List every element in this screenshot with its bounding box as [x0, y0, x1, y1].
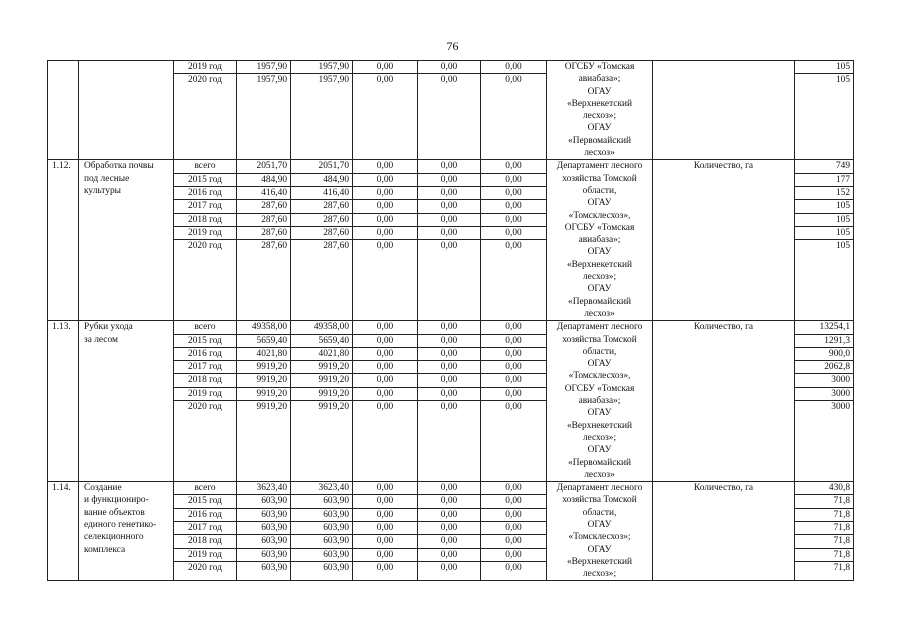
year-value: 2017 год: [174, 200, 236, 213]
executor-line: «Томсклесхоз»,: [568, 210, 631, 221]
b-value: 0,00: [353, 522, 417, 535]
b-value: 0,00: [353, 160, 417, 173]
indicator-value: 71,8: [795, 509, 853, 522]
year-value: 2017 год: [174, 522, 236, 535]
c-value: 0,00: [418, 61, 480, 74]
d-value: 0,00: [481, 361, 546, 374]
c-value: 0,00: [440, 75, 458, 86]
d-value: 0,00: [481, 321, 546, 334]
executor-line: лесхоз»;: [582, 569, 617, 580]
a-value: 49358,00: [291, 321, 352, 334]
executor-line: авиабаза»;: [578, 235, 621, 246]
extrabudget-cell: [481, 321, 547, 482]
indicator-value: 105: [795, 200, 853, 213]
indicator-value-cell: [795, 482, 854, 581]
a-value: 484,90: [291, 174, 352, 187]
b-value: 0,00: [353, 214, 417, 227]
c-value: 0,00: [418, 160, 480, 173]
a-value: 603,90: [291, 509, 352, 522]
total-value: 5659,40: [237, 335, 290, 348]
a-value: 603,90: [291, 549, 352, 562]
total-value: 603,90: [237, 522, 290, 535]
program-table: [47, 60, 854, 581]
executor-line: ОГАУ: [587, 86, 612, 97]
table-row: [48, 321, 854, 482]
measure-name-line: культуры: [84, 185, 121, 196]
indicator-cell: Количество, га: [653, 160, 795, 321]
a-value: 9919,20: [318, 402, 349, 413]
a-value: 287,60: [291, 214, 352, 227]
c-value: 0,00: [418, 187, 480, 200]
a-value: 9919,20: [291, 388, 352, 401]
indicator-cell: Количество, га: [653, 321, 795, 482]
executor-line: ОГАУ: [587, 544, 612, 555]
measure-name-line: единого генетико-: [84, 519, 157, 530]
year-value: 2020 год: [188, 402, 222, 413]
year-value: 2020 год: [188, 75, 222, 86]
local-budget-cell: [418, 321, 481, 482]
executor-line: ОГАУ: [587, 408, 612, 419]
indicator-value: 430,8: [795, 482, 853, 495]
executor-line: «Первомайский: [568, 296, 631, 307]
total-value: 287,60: [237, 200, 290, 213]
indicator-value: 3000: [795, 388, 853, 401]
c-value: 0,00: [418, 535, 480, 548]
year-value: 2016 год: [174, 509, 236, 522]
year-cell: [174, 160, 237, 321]
indicator-value: 3000: [831, 402, 850, 413]
executor-line: Департамент лесного: [556, 161, 643, 172]
indicator-value-cell: [795, 160, 854, 321]
a-value: 603,90: [291, 495, 352, 508]
measure-number: 1.13.: [48, 321, 79, 482]
measure-name-line: Обработка почвы: [84, 161, 154, 172]
measure-name: [79, 482, 174, 581]
total-value: 603,90: [237, 549, 290, 562]
executor-line: «Первомайский: [568, 135, 631, 146]
total-value: 1957,90: [237, 61, 290, 74]
measure-name: [79, 321, 174, 482]
executor-line: Департамент лесного: [556, 483, 643, 494]
indicator-value-cell: [795, 61, 854, 160]
total-value: 603,90: [261, 562, 287, 573]
total-value: 1957,90: [256, 75, 287, 86]
a-value: 5659,40: [291, 335, 352, 348]
c-value: 0,00: [418, 509, 480, 522]
executor-line: «Верхнекетский: [566, 98, 633, 109]
federal-budget-cell: [353, 482, 418, 581]
executor-line: области,: [582, 346, 617, 357]
executor-line: лесхоз»: [584, 469, 615, 480]
d-value: 0,00: [481, 348, 546, 361]
executor-line: области,: [582, 507, 617, 518]
a-value: 603,90: [291, 522, 352, 535]
executor-line: авиабаза»;: [578, 74, 621, 85]
d-value: 0,00: [481, 495, 546, 508]
regional-budget-cell: [291, 61, 353, 160]
b-value: 0,00: [353, 361, 417, 374]
indicator-value: 2062,8: [795, 361, 853, 374]
page-number: 76: [446, 39, 459, 53]
executor-line: лесхоз»;: [582, 111, 617, 122]
year-value: 2015 год: [174, 495, 236, 508]
executor-line: ОГАУ: [587, 198, 612, 209]
c-value: 0,00: [418, 522, 480, 535]
extrabudget-cell: [481, 160, 547, 321]
b-value: 0,00: [353, 348, 417, 361]
b-value: 0,00: [376, 562, 394, 573]
executor-line: ОГАУ: [587, 359, 612, 370]
executor-line: ОГАУ: [587, 284, 612, 295]
a-value: 9919,20: [291, 374, 352, 387]
executor-cell: [547, 482, 653, 581]
total-cell: [237, 321, 291, 482]
indicator-value: 71,8: [795, 522, 853, 535]
d-value: 0,00: [481, 549, 546, 562]
c-value: 0,00: [418, 227, 480, 240]
total-value: 9919,20: [237, 388, 290, 401]
year-value: 2018 год: [174, 214, 236, 227]
executor-line: ОГАУ: [587, 519, 612, 530]
a-value: 9919,20: [291, 361, 352, 374]
measure-name: [79, 160, 174, 321]
local-budget-cell: [418, 160, 481, 321]
b-value: 0,00: [353, 335, 417, 348]
executor-line: авиабаза»;: [578, 396, 621, 407]
indicator-value: 1291,3: [795, 335, 853, 348]
executor-line: лесхоз»: [584, 148, 615, 159]
indicator-value: 71,8: [833, 562, 850, 573]
total-value: 484,90: [237, 174, 290, 187]
year-value: 2018 год: [174, 535, 236, 548]
total-value: 287,60: [237, 227, 290, 240]
executor-line: ОГСБУ «Томская: [564, 62, 635, 72]
d-value: 0,00: [481, 187, 546, 200]
year-value: 2015 год: [174, 174, 236, 187]
measure-name-line: Рубки ухода: [84, 322, 133, 333]
c-value: 0,00: [418, 388, 480, 401]
d-value: 0,00: [481, 388, 546, 401]
d-value: 0,00: [481, 174, 546, 187]
indicator-value: 900,0: [795, 348, 853, 361]
a-value: 603,90: [323, 562, 349, 573]
c-value: 0,00: [418, 482, 480, 495]
executor-line: хозяйства Томской: [562, 334, 637, 345]
indicator-value: 177: [795, 174, 853, 187]
c-value: 0,00: [418, 335, 480, 348]
total-value: 49358,00: [237, 321, 290, 334]
total-value: 287,60: [237, 214, 290, 227]
total-value: 287,60: [261, 241, 287, 252]
d-value: 0,00: [481, 482, 546, 495]
indicator-value: 105: [835, 241, 850, 252]
indicator-value: 71,8: [795, 495, 853, 508]
a-value: 416,40: [291, 187, 352, 200]
c-value: 0,00: [418, 495, 480, 508]
year-value: 2017 год: [174, 361, 236, 374]
extrabudget-cell: [481, 482, 547, 581]
executor-cell: [547, 321, 653, 482]
a-value: 2051,70: [291, 160, 352, 173]
total-value: 4021,80: [237, 348, 290, 361]
c-value: 0,00: [418, 374, 480, 387]
executor-line: хозяйства Томской: [562, 173, 637, 184]
a-value: 1957,90: [291, 61, 352, 74]
total-value: 416,40: [237, 187, 290, 200]
executor-line: «Верхнекетский: [566, 556, 633, 567]
a-value: 603,90: [291, 535, 352, 548]
year-cell: [174, 61, 237, 160]
executor-line: ОГАУ: [587, 445, 612, 456]
table-row: [48, 482, 854, 581]
indicator-cell: [653, 61, 795, 160]
d-value: 0,00: [481, 61, 546, 74]
measure-name-line: под лесные: [84, 173, 130, 184]
d-value: 0,00: [505, 75, 522, 86]
measure-number: 1.14.: [48, 482, 79, 581]
d-value: 0,00: [505, 241, 522, 252]
total-value: 9919,20: [237, 361, 290, 374]
year-value: 2018 год: [174, 374, 236, 387]
year-value: 2020 год: [188, 241, 222, 252]
c-value: 0,00: [418, 200, 480, 213]
b-value: 0,00: [353, 482, 417, 495]
total-value: 9919,20: [237, 374, 290, 387]
b-value: 0,00: [353, 227, 417, 240]
indicator-value-cell: [795, 321, 854, 482]
b-value: 0,00: [353, 509, 417, 522]
c-value: 0,00: [418, 321, 480, 334]
indicator-value: 71,8: [795, 535, 853, 548]
d-value: 0,00: [481, 374, 546, 387]
c-value: 0,00: [418, 348, 480, 361]
executor-line: «Томсклесхоз»,: [568, 371, 631, 382]
a-value: 1957,90: [318, 75, 349, 86]
measure-name-line: вание объектов: [84, 507, 145, 518]
b-value: 0,00: [353, 187, 417, 200]
indicator-cell: Количество, га: [653, 482, 795, 581]
indicator-value: 71,8: [795, 549, 853, 562]
indicator-value: 13254,1: [795, 321, 853, 334]
d-value: 0,00: [505, 402, 522, 413]
a-value: 4021,80: [291, 348, 352, 361]
c-value: 0,00: [440, 241, 458, 252]
year-value: 2019 год: [174, 549, 236, 562]
federal-budget-cell: [353, 160, 418, 321]
executor-line: хозяйства Томской: [562, 495, 637, 506]
b-value: 0,00: [353, 174, 417, 187]
indicator-value: 105: [795, 214, 853, 227]
regional-budget-cell: [291, 160, 353, 321]
year-value: 2019 год: [174, 61, 236, 74]
executor-line: лесхоз»;: [582, 272, 617, 283]
d-value: 0,00: [481, 335, 546, 348]
d-value: 0,00: [481, 160, 546, 173]
executor-line: лесхоз»: [584, 308, 615, 319]
executor-line: ОГСБУ «Томская: [564, 383, 635, 394]
b-value: 0,00: [353, 388, 417, 401]
d-value: 0,00: [481, 509, 546, 522]
b-value: 0,00: [376, 402, 394, 413]
measure-number: [48, 61, 79, 160]
d-value: 0,00: [481, 535, 546, 548]
total-cell: [237, 61, 291, 160]
total-value: 603,90: [237, 509, 290, 522]
b-value: 0,00: [376, 241, 394, 252]
indicator-value: 749: [795, 160, 853, 173]
federal-budget-cell: [353, 321, 418, 482]
a-value: 287,60: [291, 200, 352, 213]
measure-name: [79, 61, 174, 160]
measure-number: 1.12.: [48, 160, 79, 321]
executor-line: ОГАУ: [587, 247, 612, 258]
b-value: 0,00: [353, 321, 417, 334]
executor-line: области,: [582, 185, 617, 196]
b-value: 0,00: [376, 75, 394, 86]
federal-budget-cell: [353, 61, 418, 160]
measure-name-line: Создание: [84, 483, 122, 494]
year-cell: [174, 482, 237, 581]
table-row: [48, 160, 854, 321]
indicator-value: 3000: [795, 374, 853, 387]
c-value: 0,00: [418, 549, 480, 562]
year-value: 2016 год: [174, 348, 236, 361]
b-value: 0,00: [353, 200, 417, 213]
local-budget-cell: [418, 61, 481, 160]
total-value: 603,90: [237, 495, 290, 508]
b-value: 0,00: [353, 374, 417, 387]
executor-line: ОГСБУ «Томская: [564, 222, 635, 233]
executor-line: ОГАУ: [587, 123, 612, 134]
executor-line: «Томсклесхоз»;: [568, 532, 631, 543]
extrabudget-cell: [481, 61, 547, 160]
a-value: 287,60: [323, 241, 349, 252]
indicator-value: 152: [795, 187, 853, 200]
executor-line: лесхоз»;: [582, 432, 617, 443]
c-value: 0,00: [440, 402, 458, 413]
year-value: 2019 год: [174, 227, 236, 240]
indicator-value: 105: [835, 75, 850, 86]
a-value: 3623,40: [291, 482, 352, 495]
c-value: 0,00: [418, 214, 480, 227]
total-value: 9919,20: [256, 402, 287, 413]
executor-cell: [547, 160, 653, 321]
b-value: 0,00: [353, 495, 417, 508]
a-value: 287,60: [291, 227, 352, 240]
d-value: 0,00: [481, 227, 546, 240]
indicator-value: 105: [795, 227, 853, 240]
total-value: 2051,70: [237, 160, 290, 173]
executor-cell: [547, 61, 653, 160]
total-cell: [237, 482, 291, 581]
year-value: всего: [174, 321, 236, 334]
year-value: всего: [174, 482, 236, 495]
year-value: 2016 год: [174, 187, 236, 200]
c-value: 0,00: [440, 562, 458, 573]
b-value: 0,00: [353, 61, 417, 74]
d-value: 0,00: [505, 562, 522, 573]
measure-name-line: и функциониро-: [84, 495, 149, 506]
year-value: 2020 год: [188, 562, 222, 573]
total-value: 603,90: [237, 535, 290, 548]
d-value: 0,00: [481, 214, 546, 227]
total-cell: [237, 160, 291, 321]
executor-line: «Верхнекетский: [566, 420, 633, 431]
year-value: всего: [174, 160, 236, 173]
table-row: [48, 61, 854, 160]
measure-name-line: комплекса: [84, 544, 126, 555]
executor-line: «Верхнекетский: [566, 259, 633, 270]
year-value: 2015 год: [174, 335, 236, 348]
year-cell: [174, 321, 237, 482]
measure-name-line: за лесом: [84, 334, 118, 345]
year-value: 2019 год: [174, 388, 236, 401]
measure-name-line: селекционного: [84, 532, 144, 543]
b-value: 0,00: [353, 535, 417, 548]
b-value: 0,00: [353, 549, 417, 562]
regional-budget-cell: [291, 482, 353, 581]
local-budget-cell: [418, 482, 481, 581]
d-value: 0,00: [481, 522, 546, 535]
c-value: 0,00: [418, 174, 480, 187]
indicator-value: 105: [795, 61, 853, 74]
d-value: 0,00: [481, 200, 546, 213]
total-value: 3623,40: [237, 482, 290, 495]
c-value: 0,00: [418, 361, 480, 374]
regional-budget-cell: [291, 321, 353, 482]
executor-line: «Первомайский: [568, 457, 631, 468]
executor-line: Департамент лесного: [556, 322, 643, 333]
